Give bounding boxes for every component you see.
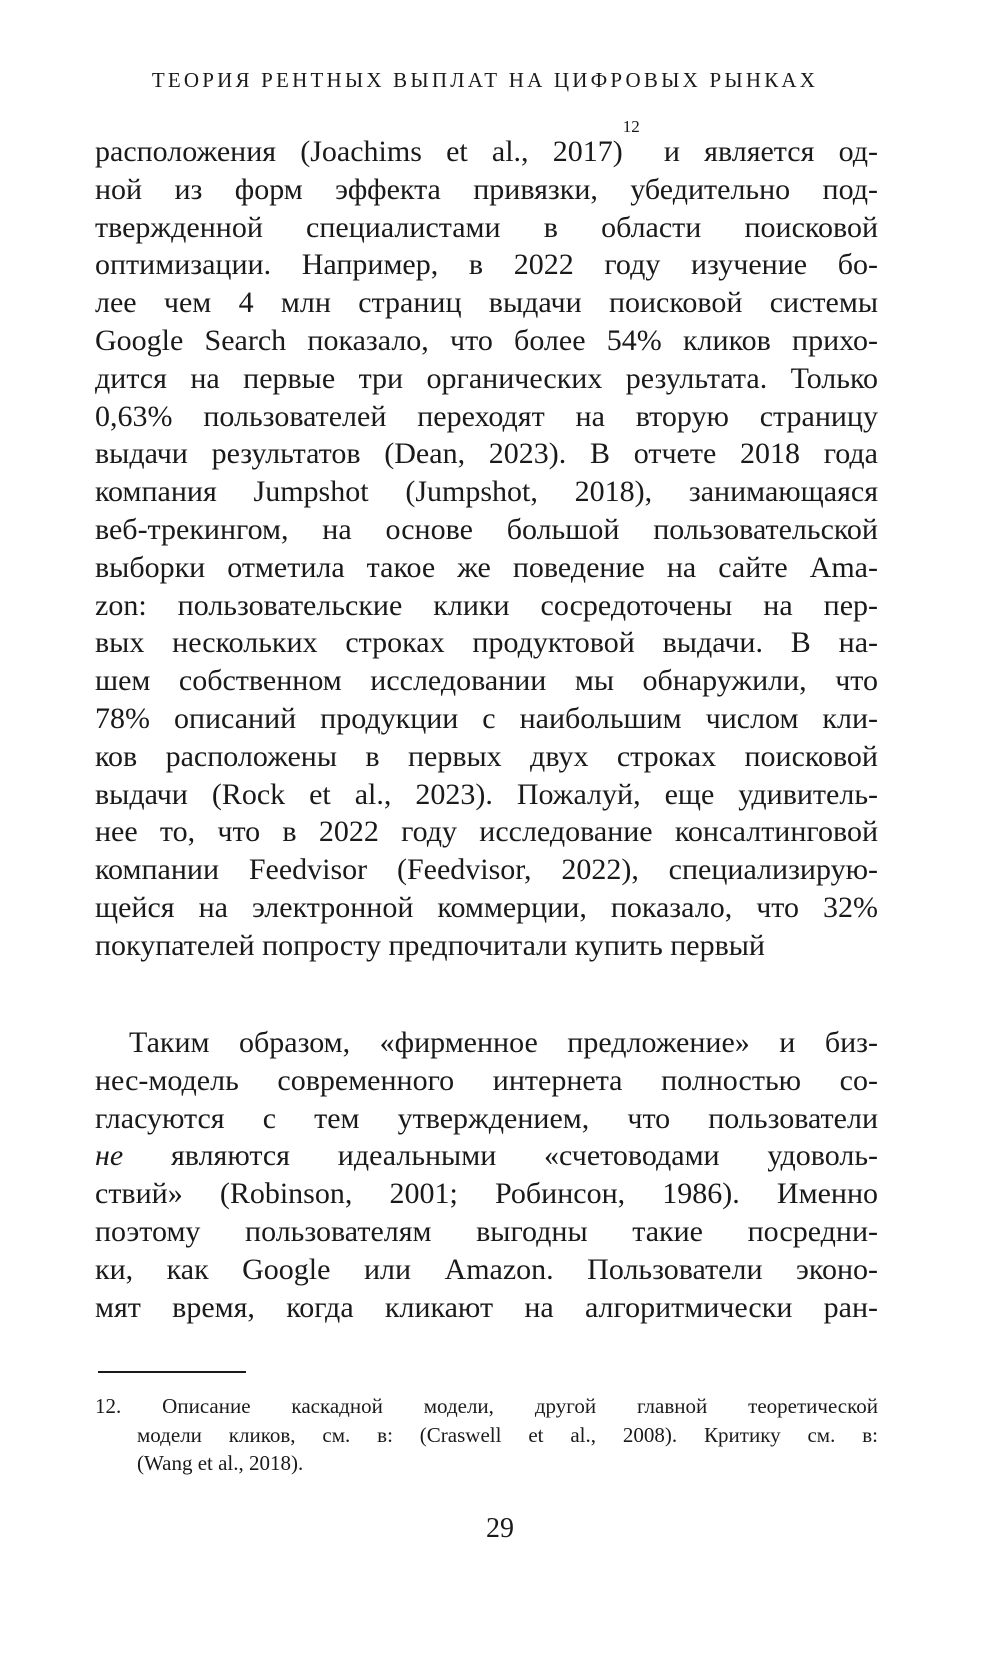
paragraph-2-line: ствий» (Robinson, 2001; Робинсон, 1986). Именно: [95, 1177, 878, 1211]
paragraph-2-line: мят время, когда кликают на алгоритмически ран-: [95, 1290, 878, 1324]
italic-emphasis: не: [95, 1139, 124, 1173]
running-head: ТЕОРИЯ РЕНТНЫХ ВЫПЛАТ НА ЦИФРОВЫХ РЫНКАХ: [151, 68, 819, 92]
paragraph-1-line: шем собственном исследовании мы обнаружили, что: [95, 664, 878, 698]
paragraph-1-line: 78% описаний продукции с наибольшим числом кли-: [95, 701, 878, 735]
paragraph-1-line: вых нескольких строках продуктовой выдачи. В на-: [95, 626, 878, 660]
paragraph-2-line: гласуются с тем утверждением, что пользователи: [95, 1101, 878, 1135]
paragraph-1-line: ной из форм эффекта привязки, убедительно под-: [95, 172, 878, 206]
paragraph-1-line: zon: пользовательские клики сосредоточены на пер-: [95, 588, 878, 622]
footnote-line: (Wang et al., 2018).: [137, 1451, 304, 1475]
paragraph-1-line: 0,63% пользователей переходят на вторую страницу: [95, 399, 878, 433]
paragraph-2-line: [95, 1137, 878, 1175]
line-4-rest: являются идеальными «счетоводами удоволь-: [123, 1139, 878, 1173]
paragraph-1-line: выборки отметила такое же поведение на сайте Ama-: [95, 550, 878, 584]
paragraph-1-line: Google Search показало, что более 54% кликов прихо-: [95, 323, 878, 357]
paragraph-1: [95, 117, 878, 965]
page-number: 29: [486, 1513, 514, 1544]
footnote-reference[interactable]: 12: [622, 117, 640, 136]
paragraph-1-line: покупателей попросту предпочитали купить первый: [95, 928, 765, 962]
paragraph-1-line: нее то, что в 2022 году исследование консалтинговой: [95, 815, 878, 849]
paragraph-2-line: Таким образом, «фирменное предложение» и биз-: [129, 1026, 878, 1059]
line-1-text: расположения (Joachims et al., 2017): [95, 135, 623, 168]
paragraph-1-line: выдачи результатов (Dean, 2023). В отчете 2018 года: [95, 437, 878, 471]
paragraph-2-line: ки, как Google или Amazon. Пользователи эконо-: [95, 1252, 878, 1286]
footnote-line: 12. Описание каскадной модели, другой главной теоретической: [95, 1394, 878, 1418]
paragraph-1-line: компании Feedvisor (Feedvisor, 2022), специализирую-: [95, 853, 878, 887]
paragraph-2: [95, 1024, 878, 1326]
paragraph-1-line: щейся на электронной коммерции, показало, что 32%: [95, 890, 878, 924]
line-1-continuation: и является од-: [639, 135, 878, 168]
paragraph-1-line-1: [95, 117, 878, 171]
footnote-line: модели кликов, см. в: (Craswell et al., 2008). Критику см. в:: [137, 1422, 878, 1447]
paragraph-1-line: твержденной специалистами в области поисковой: [95, 210, 878, 244]
paragraph-1-line: компания Jumpshot (Jumpshot, 2018), занимающаяся: [95, 475, 878, 509]
paragraph-1-line: лее чем 4 млн страниц выдачи поисковой системы: [95, 286, 878, 320]
paragraph-2-line: поэтому пользователям выгодны такие посредни-: [95, 1214, 878, 1248]
paragraph-1-line: веб-трекингом, на основе большой пользовательской: [95, 512, 878, 546]
footnote-divider: [98, 1371, 246, 1373]
paragraph-2-line: нес-модель современного интернета полностью со-: [95, 1063, 878, 1097]
paragraph-1-line: дится на первые три органических результата. Только: [95, 361, 878, 395]
paragraph-1-line: выдачи (Rock et al., 2023). Пожалуй, еще удивитель-: [95, 777, 878, 811]
paragraph-1-line: ков расположены в первых двух строках поисковой: [95, 739, 878, 773]
paragraph-1-line: оптимизации. Например, в 2022 году изучение бо-: [95, 248, 878, 282]
footnote-12: [95, 1392, 878, 1478]
